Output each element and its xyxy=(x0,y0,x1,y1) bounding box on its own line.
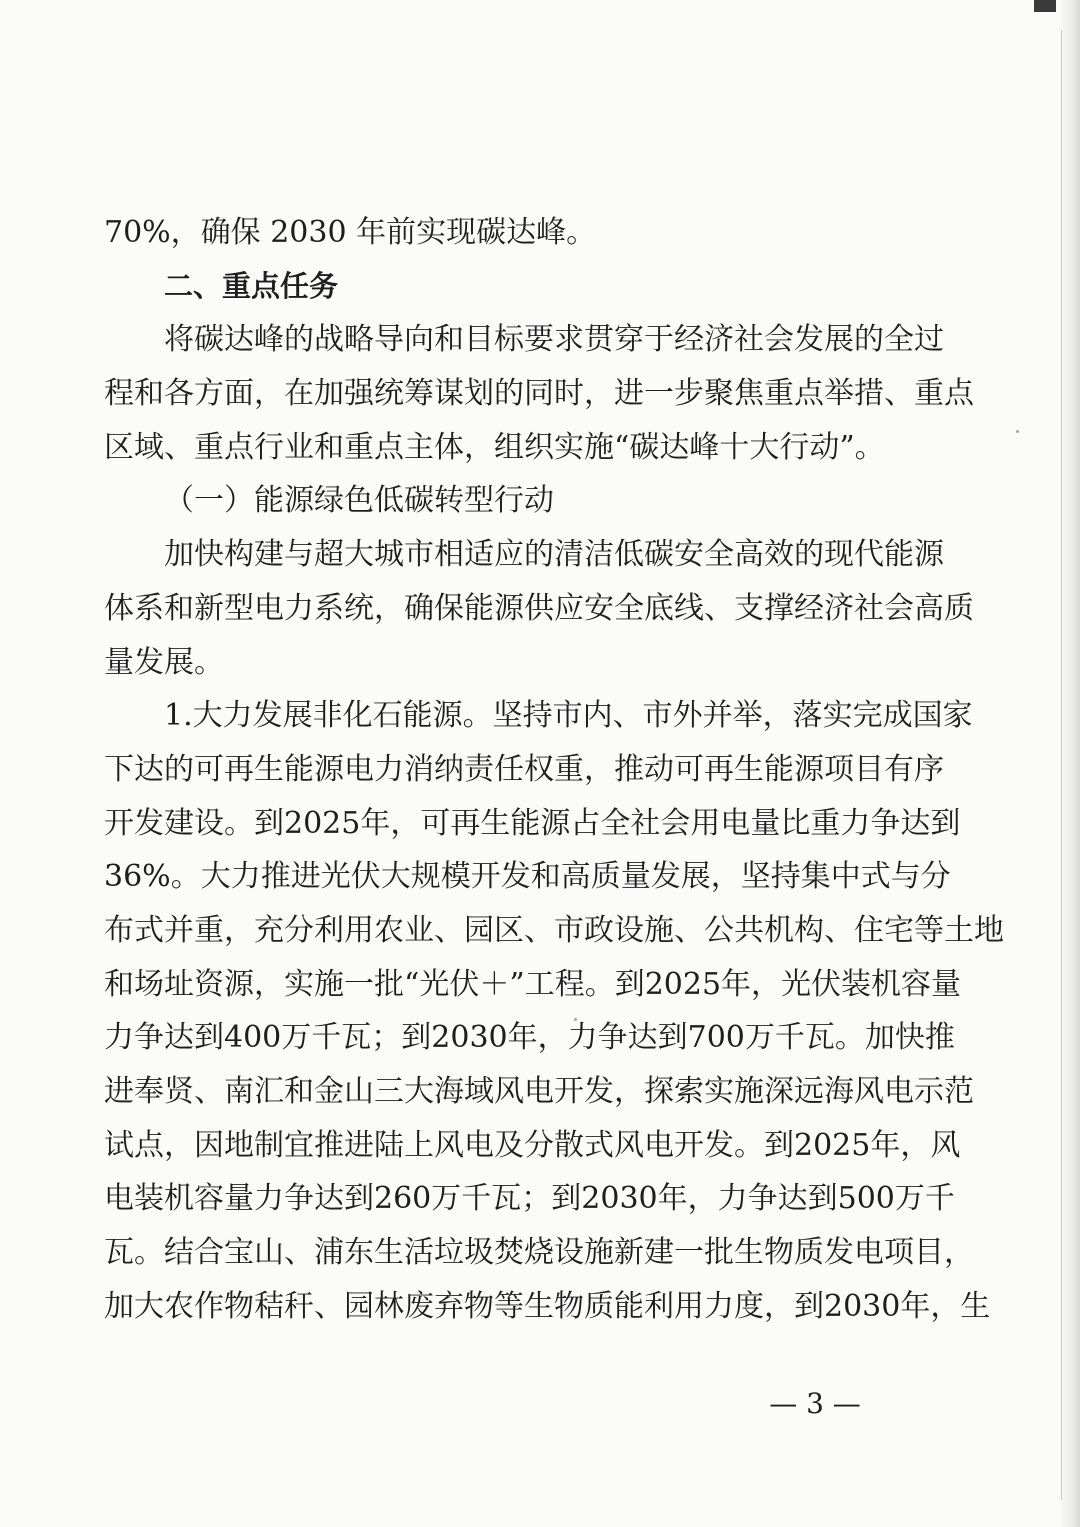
text-line: 下 达 的 可 再 生 能 源 电 力 消 纳 责 任 权 重 ， 推 动 可 再 生 能 源 项 目 有 序 xyxy=(104,751,944,787)
text-line: 将 碳 达 峰 的 战 略 导 向 和 目 标 要 求 贯 穿 于 经 济 社 会 发 展 的 全 过 xyxy=(164,322,944,358)
text-line: 1. 大 力 发 展 非 化 石 能 源 。 坚 持 市 内 、 市 外 并 举 ， 落 实 完 成 国 家 xyxy=(164,698,973,734)
text-line: 加 快 构 建 与 超 大 城 市 相 适 应 的 清 洁 低 碳 安 全 高 效 的 现 代 能 源 xyxy=(164,537,944,573)
text-line: 量发展。 xyxy=(104,644,224,680)
text-line: 瓦 。 结 合 宝 山 、 浦 东 生 活 垃 圾 焚 烧 设 施 新 建 一 批 生 物 质 发 电 项 目 ， xyxy=(104,1235,974,1271)
text-line: 试 点 ， 因 地 制 宜 推 进 陆 上 风 电 及 分 散 式 风 电 开 发 。 到 2025 年 ， 风 xyxy=(104,1127,961,1163)
scan-edge-line xyxy=(1061,30,1062,1500)
text-line: （一）能源绿色低碳转型行动 xyxy=(164,483,554,519)
text-line: 加 大 农 作 物 秸 秆 、 园 林 废 弃 物 等 生 物 质 能 利 用 力 度 ， 到 2030 年 ， 生 xyxy=(104,1288,991,1324)
text-line: 区域、重点行业和重点主体，组织实施“碳达峰十大行动”。 xyxy=(104,429,885,465)
scan-dot xyxy=(1016,430,1019,433)
text-line: 二、重点任务 xyxy=(164,268,339,303)
scan-corner-mark xyxy=(1034,0,1056,12)
text-line: 电 装 机 容 量 力 争 达 到 260 万 千 瓦 ； 到 2030 年 ， 力 争 达 到 500 万 千 xyxy=(104,1181,955,1217)
text-line: 开 发 建 设 。 到 2025 年 ， 可 再 生 能 源 占 全 社 会 用 电 量 比 重 力 争 达 到 xyxy=(104,805,961,841)
text-line: 进 奉 贤 、 南 汇 和 金 山 三 大 海 域 风 电 开 发 ， 探 索 实 施 深 远 海 风 电 示 范 xyxy=(104,1074,974,1109)
text-line: 程 和 各 方 面 ， 在 加 强 统 筹 谋 划 的 同 时 ， 进 一 步 聚 焦 重 点 举 措 、 重 点 xyxy=(104,376,974,412)
text-line: 布 式 并 重 ， 充 分 利 用 农 业 、 园 区 、 市 政 设 施 、 公 共 机 构 、 住 宅 等 土 地 xyxy=(104,912,1004,948)
document-body xyxy=(104,206,1004,1333)
text-line: 36% 。 大 力 推 进 光 伏 大 规 模 开 发 和 高 质 量 发 展 ， 坚 持 集 中 式 与 分 xyxy=(104,859,951,895)
text-line: 和 场 址 资 源 ， 实 施 一 批 “ 光 伏 ＋ ” 工 程 。 到 2025 年 ， 光 伏 装 机 容 量 xyxy=(104,966,962,1002)
text-line: 力 争 达 到 400 万 千 瓦 ； 到 2030 年 ， 力 争 达 到 700 万 千 瓦 。 加 快 推 xyxy=(104,1020,955,1056)
text-line: 70%，确保 2030 年前实现碳达峰。 xyxy=(104,215,597,250)
page-number: — 3 — xyxy=(769,1387,861,1420)
text-line: 体 系 和 新 型 电 力 系 统 ， 确 保 能 源 供 应 安 全 底 线 、 支 撑 经 济 社 会 高 质 xyxy=(104,590,974,626)
